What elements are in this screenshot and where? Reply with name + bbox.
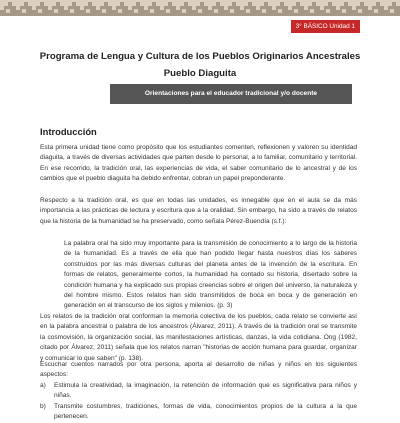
pattern-dot	[182, 9, 186, 13]
pattern-dot	[310, 9, 314, 13]
pattern-dot	[230, 9, 234, 13]
list-item	[40, 381, 357, 402]
pattern-dot	[118, 9, 122, 13]
intro-paragraph-2	[40, 196, 357, 227]
pattern-dot	[134, 9, 138, 13]
pattern-dot	[342, 9, 346, 13]
list-item-letter: a)	[40, 382, 46, 389]
pattern-dot	[246, 9, 250, 13]
intro-paragraph-3	[40, 312, 357, 364]
pattern-dot	[22, 9, 26, 13]
paragraph-text: Respecto a la tradición oral, es que en todas las unidades, es innegable que en el aula se da más importancia a las prácticas de lectura y escritura que a la oralidad. Sin embargo, ha sido a través de relatos que la historia de la humanidad se ha preservado, como señala Pérez-Buendía (s.f.):	[40, 197, 357, 225]
pattern-dot	[150, 9, 154, 13]
list-item	[40, 402, 357, 423]
section-heading: Introducción	[40, 126, 97, 137]
pattern-dot	[390, 9, 394, 13]
intro-paragraph-4	[40, 360, 357, 381]
paragraph-text: Los relatos de la tradición oral conforman la memoria colectiva de los pueblos, cada relato se convierte así en la palabra ancestral o palabra de los ancestros (Álvarez, 2011). A través de la tradición oral se transmite la cosmovisión, la organización social, las manifestaciones artísticas, danzas, la vida cotidiana. Ong (1982, citado por Álvarez, 2011) señala que los relatos narran "historias de acción humana para guardar, organizar y comunicar lo que saben" (p. 138).	[40, 313, 357, 362]
quote-text: La palabra oral ha sido muy importante para la transmisión de conocimiento a lo largo de la historia de la humanidad. Es a través de ella que han podido llegar hasta nuestros días los saberes construidos por las más diversas culturas del planeta antes de la invención de la escritura. En formas de relatos, generalmente cortos, la humanidad ha contado su historia, disertado sobre la condición humana y ha explicado sus propias creencias sobre el origen del universo, la naturaleza y del hombre mismo. Estos relatos han sido transmitidos de boca en boca y de generación en generación en el transcurso de los siglos y milenios. (p. 3)	[64, 240, 357, 310]
paragraph-text: Escuchar cuentos narrados por otra persona, aporta al desarrollo de niñas y niños en los siguientes aspectos:	[40, 361, 357, 379]
paragraph-text: Esta primera unidad tiene como propósito que los estudiantes comenten, reflexionen y valoren su identidad diaguita, a través de diversas actividades que parten desde lo personal, a lo familiar, comunitario y territorial. En ese recorrido, la tradición oral, las experiencias de vida, el saber comunitario de lo ancestral y de los cambios que el pueblo diaguita ha debido enfrentar, cobran un papel preponderante.	[40, 144, 357, 183]
pattern-dot	[358, 9, 362, 13]
pattern-dot	[278, 9, 282, 13]
intro-paragraph-1	[40, 143, 357, 185]
section-banner: Orientaciones para el educador tradicional y/o docente	[110, 84, 352, 104]
pattern-dot	[214, 9, 218, 13]
pattern-dot	[38, 9, 42, 13]
list-item-letter: b)	[40, 402, 46, 410]
list-item-text: Transmite costumbres, tradiciones, formas de vida, conocimientos propios de la cultura a la que pertenecen.	[54, 402, 357, 421]
pattern-dot	[374, 9, 378, 13]
pattern-dot	[294, 9, 298, 13]
aspects-list	[40, 381, 357, 423]
pattern-dot	[262, 9, 266, 13]
unit-badge: 3° BÁSICO Unidad 1	[291, 20, 360, 33]
pattern-dot	[6, 9, 10, 13]
pattern-dot	[54, 9, 58, 13]
list-item-text: Estimula la creatividad, la imaginación, la retención de información que es significativa para niños y niñas.	[54, 382, 357, 400]
diaguita-pattern-graphic	[0, 0, 400, 16]
block-quote	[64, 239, 357, 312]
pattern-dot	[326, 9, 330, 13]
pattern-dot	[70, 9, 74, 13]
people-subtitle: Pueblo Diaguita	[163, 68, 237, 79]
decorative-pattern-band	[0, 0, 400, 16]
pattern-dot	[198, 9, 202, 13]
pattern-dot	[102, 9, 106, 13]
pattern-dot	[86, 9, 90, 13]
program-title: Programa de Lengua y Cultura de los Pueblos Originarios Ancestrales	[39, 51, 361, 62]
pattern-dot	[166, 9, 170, 13]
